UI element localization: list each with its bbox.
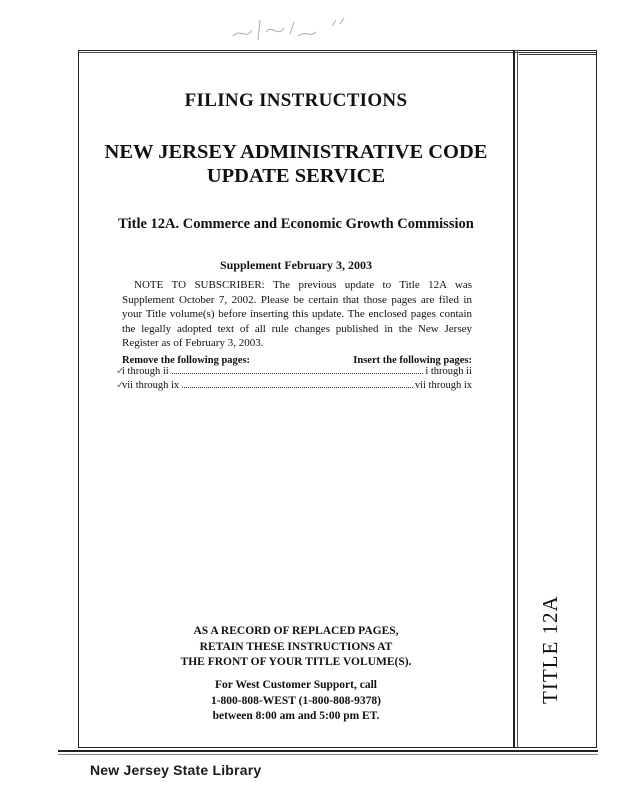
page-row bbox=[116, 380, 472, 394]
customer-support bbox=[78, 678, 514, 725]
bottom-rule-thin bbox=[58, 754, 598, 755]
remove-pages: vii through ix bbox=[122, 380, 180, 391]
supplement-date: Supplement February 3, 2003 bbox=[219, 258, 372, 272]
record-line: AS A RECORD OF REPLACED PAGES, bbox=[193, 625, 399, 637]
code-title bbox=[78, 140, 514, 188]
handwritten-scribble bbox=[228, 14, 368, 44]
page-row bbox=[116, 366, 472, 380]
remove-pages: i through ii bbox=[122, 366, 169, 377]
insert-pages: i through ii bbox=[425, 366, 472, 377]
insert-pages: vii through ix bbox=[414, 380, 472, 391]
code-title-line: UPDATE SERVICE bbox=[206, 165, 386, 187]
record-line: RETAIN THESE INSTRUCTIONS AT bbox=[199, 640, 393, 653]
code-title-line: NEW JERSEY ADMINISTRATIVE CODE bbox=[104, 141, 488, 163]
title-line: Title 12A. Commerce and Economic Growth Commission bbox=[118, 216, 474, 232]
dot-leader bbox=[182, 387, 413, 388]
check-mark-icon: ✓ bbox=[116, 380, 125, 391]
library-stamp: New Jersey State Library bbox=[90, 762, 262, 778]
insert-pages-header: Insert the following pages: bbox=[353, 355, 472, 366]
record-line: THE FRONT OF YOUR TITLE VOLUME(S). bbox=[180, 656, 412, 668]
page-title: FILING INSTRUCTIONS bbox=[184, 90, 408, 111]
check-mark-icon: ✓ bbox=[116, 366, 125, 377]
support-line: 1-800-808-WEST (1-800-808-9378) bbox=[210, 694, 382, 707]
subscriber-note: NOTE TO SUBSCRIBER: The previous update to Title 12A was Supplement October 7, 2002. Please be certain that those pages are filed in your Title volume(s) before inserting this update. The enclosed pages contain the legally adopted text of all rule changes published in the New Jersey Register as of February 3, 2003. bbox=[122, 279, 472, 350]
remove-pages-header: Remove the following pages: bbox=[122, 355, 251, 366]
bottom-rule bbox=[58, 750, 598, 752]
spine-title: TITLE 12A bbox=[538, 595, 562, 704]
dot-leader bbox=[172, 373, 424, 374]
support-line: between 8:00 am and 5:00 pm ET. bbox=[212, 710, 380, 722]
spine-divider-inner bbox=[517, 50, 518, 748]
support-line: For West Customer Support, call bbox=[215, 679, 377, 691]
record-notice bbox=[78, 624, 514, 671]
